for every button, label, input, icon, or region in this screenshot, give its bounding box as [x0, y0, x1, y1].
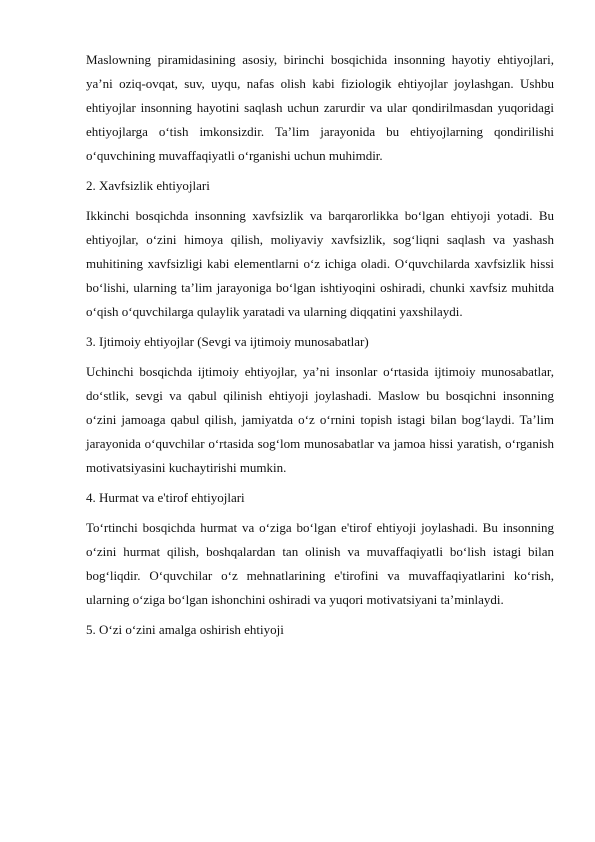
paragraph-xavfsizlik: Ikkinchi bosqichda insonning xavfsizlik va barqarorlikka bo‘lgan ehtiyoji yotadi. Bu ehtiyojlar, o‘zini himoya qilish, moliyaviy xavfsizlik, sog‘liqni saqlash va yashash muhitining xavfsizligi kabi elementlarni o‘z ichiga oladi. O‘quvchilarda xavfsizlik hissi bo‘lishi, ularning ta’lim jarayoniga bo‘lgan ishtiyoqini oshiradi, chunki xavfsiz muhitda o‘qish o‘quvchilarga qulaylik yaratadi va ularning diqqatini yaxshilaydi. [86, 208, 554, 319]
section-heading-ozini-amalga-oshirish: 5. O‘zi o‘zini amalga oshirish ehtiyoji [86, 622, 284, 637]
paragraph-fiziologik: Maslowning piramidasining asosiy, birinchi bosqichida insonning hayotiy ehtiyojlari, ya’ni oziq-ovqat, suv, uyqu, nafas olish kabi fiziologik ehtiyojlar joylashgan. Ushbu ehtiyojlar insonning hayotini saqlash uchun zarurdir va ular qondirilmasdan yuqoridagi ehtiyojlarga o‘tish imkonsizdir. Ta’lim jarayonida bu ehtiyojlarning qondirilishi o‘quvchining muvaffaqiyatli o‘rganishi uchun muhimdir. [86, 52, 554, 163]
section-heading-hurmat: 4. Hurmat va e'tirof ehtiyojlari [86, 490, 245, 505]
paragraph-hurmat: To‘rtinchi bosqichda hurmat va o‘ziga bo‘lgan e'tirof ehtiyoji joylashadi. Bu insonning o‘zini hurmat qilish, boshqalardan tan olinish va muvaffaqiyatli bo‘lish istagi bilan bog‘liqdir. O‘quvchilar o‘z mehnatlarining e'tirofini va muvaffaqiyatlarini ko‘rish, ularning o‘ziga bo‘lgan ishonchini oshiradi va yuqori motivatsiyani ta’minlaydi. [86, 520, 554, 607]
section-heading-xavfsizlik: 2. Xavfsizlik ehtiyojlari [86, 178, 210, 193]
document-page [86, 48, 554, 648]
section-heading-ijtimoiy: 3. Ijtimoiy ehtiyojlar (Sevgi va ijtimoiy munosabatlar) [86, 334, 369, 349]
paragraph-ijtimoiy: Uchinchi bosqichda ijtimoiy ehtiyojlar, ya’ni insonlar o‘rtasida ijtimoiy munosabatlar, do‘stlik, sevgi va qabul qilinish ehtiyoji joylashadi. Maslow bu bosqichni insonning o‘zini jamoaga qabul qilish, jamiyatda o‘z o‘rnini topish istagi bilan bog‘laydi. Ta’lim jarayonida o‘quvchilar o‘rtasida sog‘lom munosabatlar va jamoa hissi yaratish, o‘rganish motivatsiyasini kuchaytirishi mumkin. [86, 364, 554, 475]
